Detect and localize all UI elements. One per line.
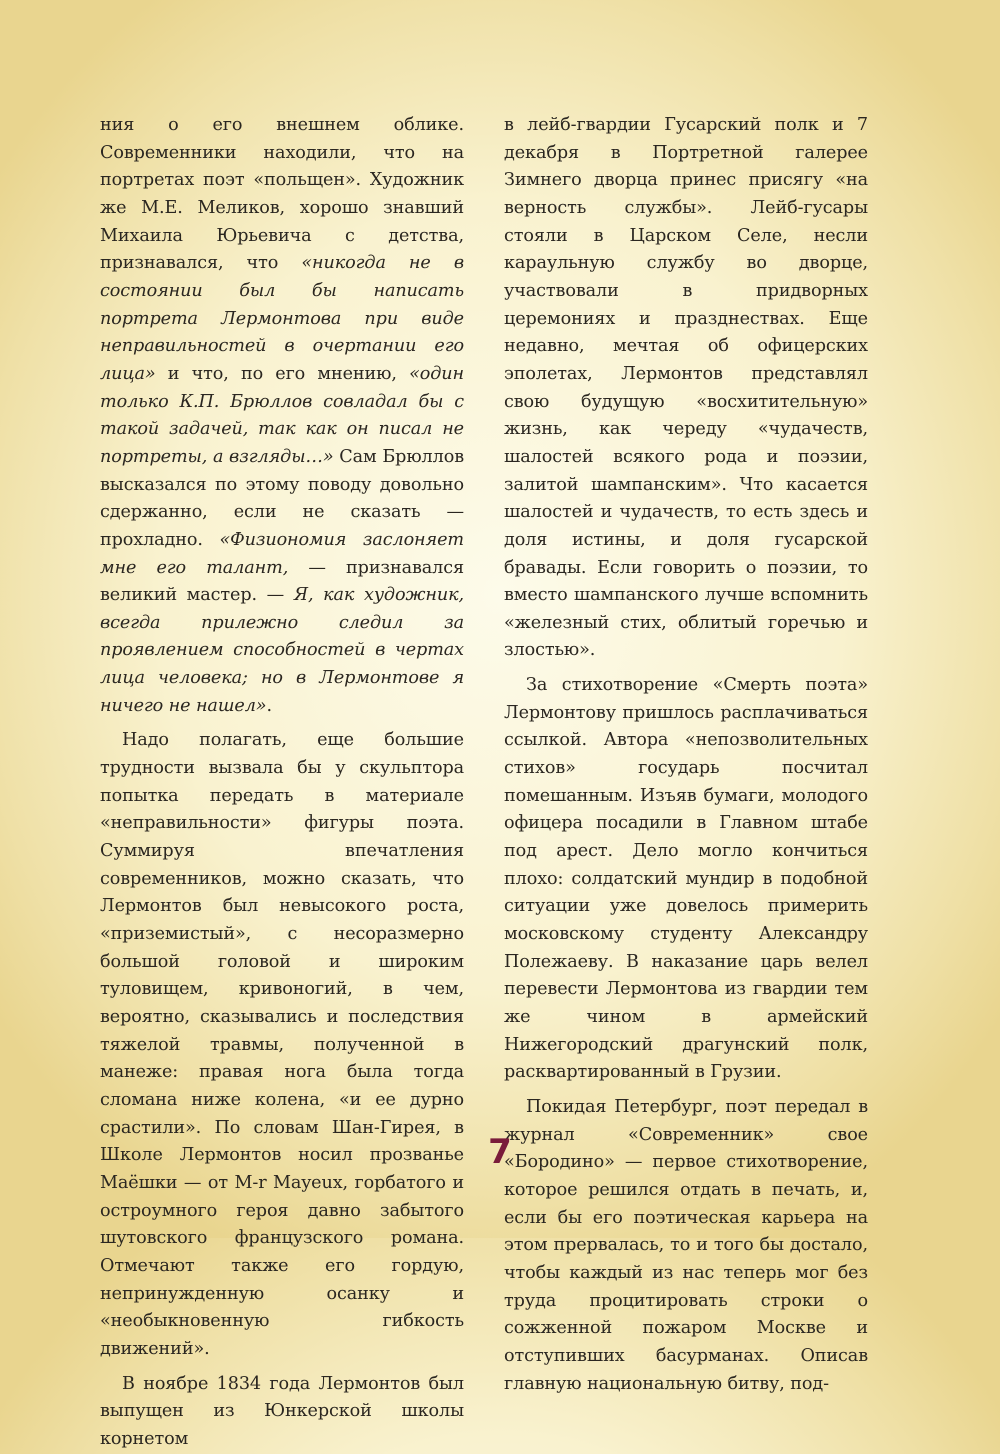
right-column [504, 112, 868, 1398]
paragraph: Надо полагать, еще большие трудности вызвала бы у скульптора попытка передать в материале «неправильности» фигуры поэта. Суммируя впечатления современников, можно сказать, что Лермонтов был невысокого роста, «приземистый», с несоразмерно большой головой и широким туловищем, кривоногий, в чем, вероятно, сказывались и последствия тяжелой травмы, полученной в манеже: правая нога была тогда сломана ниже колена, «и ее дурно срастили». По словам Шан-Гирея, в Школе Лермонтов носил прозванье Маёшки — от M-r Mayeux, горбатого и остроумного героя давно забытого шутовского французского романа. Отмечают также его гордую, непринужденную осанку и «необыкновенную гибкость движений». [100, 730, 464, 1359]
text-run: и что, по его мнению, [155, 363, 410, 384]
text-run: Сам Брюллов высказался по этому поводу довольно сдержанно, если не сказать — прохладно. [100, 446, 464, 550]
quote-melikov-1: «никогда не в состоянии был бы написать портрета Лермонтова при виде неправильностей в очертании его лица» [100, 253, 464, 384]
paragraph: В ноябре 1834 года Лермонтов был выпущен из Юнкерской школы корнетом [100, 1373, 464, 1449]
text-run: ния о его внешнем облике. Современники находили, что на портретах поэт «польщен». Художник же М.Е. Меликов, хорошо знавший Михаила Юрьевича с детства, признавался, что [100, 115, 464, 274]
text-run: — признавался великий мастер. — [100, 557, 464, 606]
quote-melikov-2: «один только К.П. Брюллов совладал бы с такой задачей, так как он писал не портреты, а взгляды…» [100, 363, 464, 467]
paragraph: в лейб-гвардии Гусарский полк и 7 декабря в Портретной галерее Зимнего дворца принес присягу «на верность службы». Лейб-гусары стояли в Царском Селе, несли караульную службу во дворце, участвовали в придворных церемониях и празднествах. Еще недавно, мечтая об офицерских эполетах, Лермонтов представлял свою будущую «восхитительную» жизнь, как череду «чудачеств, шалостей всякого рода и поэзии, залитой шампанским». Что касается шалостей и чудачеств, то есть здесь и доля истины, и доля гусарской бравады. Если говорить о поэзии, то вместо шампанского лучше вспомнить «железный стих, облитый горечью и злостью». [504, 115, 868, 661]
quote-bryullov-1: «Физиономия заслоняет мне его талант, [100, 529, 464, 578]
paragraph: За стихотворение «Смерть поэта» Лермонтову пришлось расплачиваться ссылкой. Автора «непозволительных стихов» государь посчитал помешанным. Изъяв бумаги, молодого офицера посадили в Главном штабе под арест. Дело могло кончиться плохо: солдатский мундир в подобной ситуации уже довелось примерить московскому студенту Александру Полежаеву. В наказание царь велел перевести Лермонтова из гвардии тем же чином в армейский Нижегородский драгунский полк, расквартированный в Грузии. [504, 675, 868, 1083]
left-column [100, 112, 464, 1454]
paragraph: Покидая Петербург, поэт передал в журнал «Современник» свое «Бородино» — первое стихотворение, которое решился отдать в печать, и, если бы его поэтическая карьера на этом прервалась, то и того бы достало, чтобы каждый из нас теперь мог без труда процитировать строки о сожженной пожаром Москве и отступивших басурманах. Описав главную национальную битву, под- [504, 1096, 868, 1394]
paragraph [100, 112, 464, 720]
text-run: . [266, 695, 272, 716]
page-number: 7 [488, 1132, 512, 1172]
quote-bryullov-2: Я, как художник, всегда прилежно следил за проявлением способностей в чертах лица человека; но в Лермонтове я ничего не нашел» [100, 585, 464, 716]
